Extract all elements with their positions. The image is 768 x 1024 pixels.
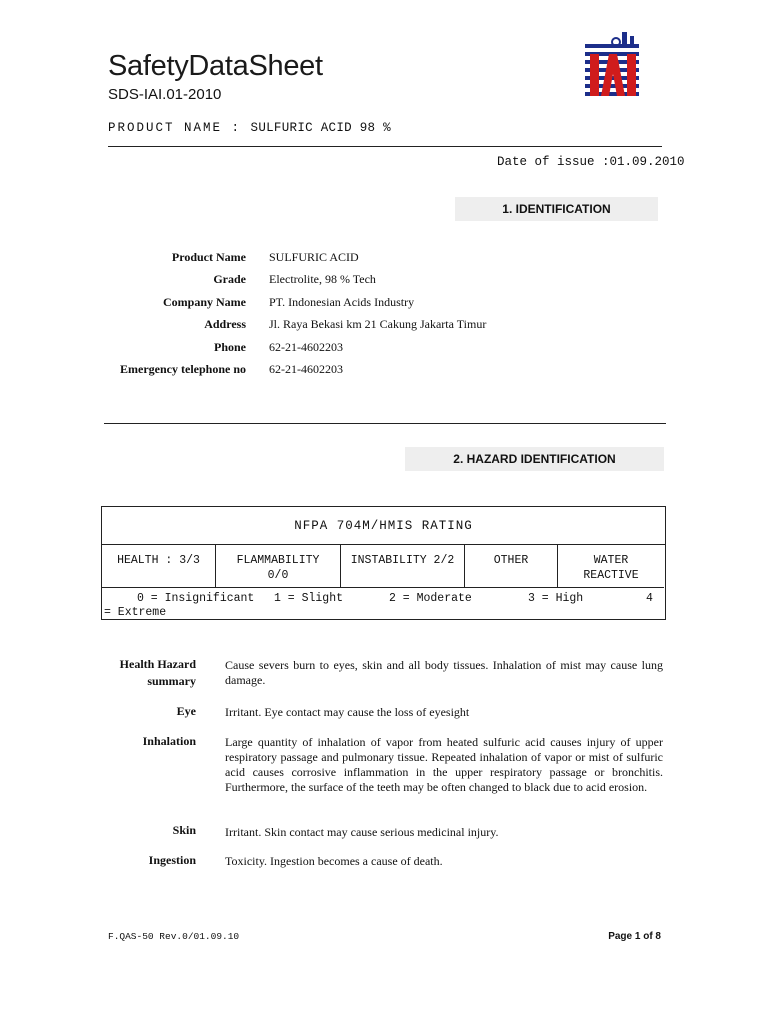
nfpa-flammability-line2: 0/0 (267, 569, 289, 582)
hazard-label-ingestion: Ingestion (148, 853, 196, 867)
nfpa-instability-line1: INSTABILITY 2/2 (350, 554, 455, 567)
company-logo (582, 30, 642, 100)
product-name-separator: : (222, 121, 251, 135)
section-1-heading: 1. IDENTIFICATION (455, 197, 658, 221)
logo-lettering (590, 54, 636, 96)
id-value-address: Jl. Raya Bekasi km 21 Cakung Jakarta Timur (269, 317, 487, 331)
product-name-value: SULFURIC ACID 98 % (250, 121, 391, 135)
product-name-line (108, 121, 391, 135)
nfpa-rating-table (101, 506, 666, 620)
date-of-issue-label: Date of issue : (497, 155, 610, 169)
header-divider (108, 146, 662, 147)
product-name-label: PRODUCT NAME (108, 121, 223, 135)
id-label-company-name: Company Name (163, 295, 246, 309)
id-label-phone: Phone (213, 340, 246, 354)
hazard-label-inhalation: Inhalation (142, 734, 196, 748)
legend-4-value: 4 (646, 592, 653, 605)
nfpa-cell-flammability (216, 545, 341, 588)
id-label-address: Address (204, 317, 246, 331)
nfpa-cell-water-reactive (558, 545, 664, 588)
hazard-text-ingestion: Toxicity. Ingestion becomes a cause of death. (225, 854, 443, 868)
id-value-emergency-phone: 62-21-4602203 (269, 362, 343, 376)
section-2-heading: 2. HAZARD IDENTIFICATION (405, 447, 664, 471)
hazard-text-health-summary: Cause severs burn to eyes, skin and all body tissues. Inhalation of mist may cause lung damage. (225, 658, 663, 687)
legend-3: 3 = High (528, 592, 584, 605)
nfpa-flammability-line1: FLAMMABILITY (236, 554, 320, 567)
hazard-label-eye: Eye (176, 704, 196, 718)
legend-4-label: = Extreme (104, 606, 167, 619)
id-value-company-name: PT. Indonesian Acids Industry (269, 295, 415, 309)
nfpa-cell-health (102, 545, 216, 588)
nfpa-water-line2: REACTIVE (583, 569, 639, 582)
footer-page-number: Page 1 of 8 (608, 931, 661, 942)
document-title: SafetyDataSheet (108, 50, 323, 82)
id-label-grade: Grade (213, 272, 246, 286)
legend-0: 0 = Insignificant (137, 592, 255, 605)
hazard-text-eye: Irritant. Eye contact may cause the loss of eyesight (225, 705, 470, 719)
nfpa-other-line1: OTHER (493, 554, 529, 567)
hazard-text-skin: Irritant. Skin contact may cause serious medicinal injury. (225, 825, 499, 839)
nfpa-water-line1: WATER (593, 554, 629, 567)
nfpa-table-title: NFPA 704M/HMIS RATING (102, 507, 665, 545)
hazard-text-inhalation: Large quantity of inhalation of vapor from heated sulfuric acid causes injury of upper respiratory passage and pulmonary tissue. Repeated inhalation of vapor or mist of sulfuric acid causes corrosive inflammation in the upper respiratory passage or bronchitis. Furthermore, the surface of the teeth may be often changed to black due to acid erosion. (225, 735, 663, 794)
legend-1: 1 = Slight (274, 592, 344, 605)
nfpa-health-line1: HEALTH : 3/3 (117, 554, 200, 567)
nfpa-cell-other (465, 545, 558, 588)
hazard-label-skin: Skin (172, 823, 196, 837)
date-of-issue (497, 155, 685, 169)
legend-2: 2 = Moderate (389, 592, 472, 605)
nfpa-cell-instability (341, 545, 465, 588)
id-value-product-name: SULFURIC ACID (269, 250, 359, 264)
document-code: SDS-IAI.01-2010 (108, 86, 222, 103)
footer-form-code: F.QAS-50 Rev.0/01.09.10 (108, 931, 240, 942)
hazard-label-health-summary: Health Hazard summary (119, 657, 196, 688)
section-divider (104, 423, 666, 424)
date-of-issue-value: 01.09.2010 (609, 155, 685, 169)
id-label-product-name: Product Name (171, 250, 246, 264)
id-value-grade: Electrolite, 98 % Tech (269, 272, 376, 286)
id-value-phone: 62-21-4602203 (269, 340, 343, 354)
id-label-emergency-phone: Emergency telephone no (120, 362, 246, 376)
